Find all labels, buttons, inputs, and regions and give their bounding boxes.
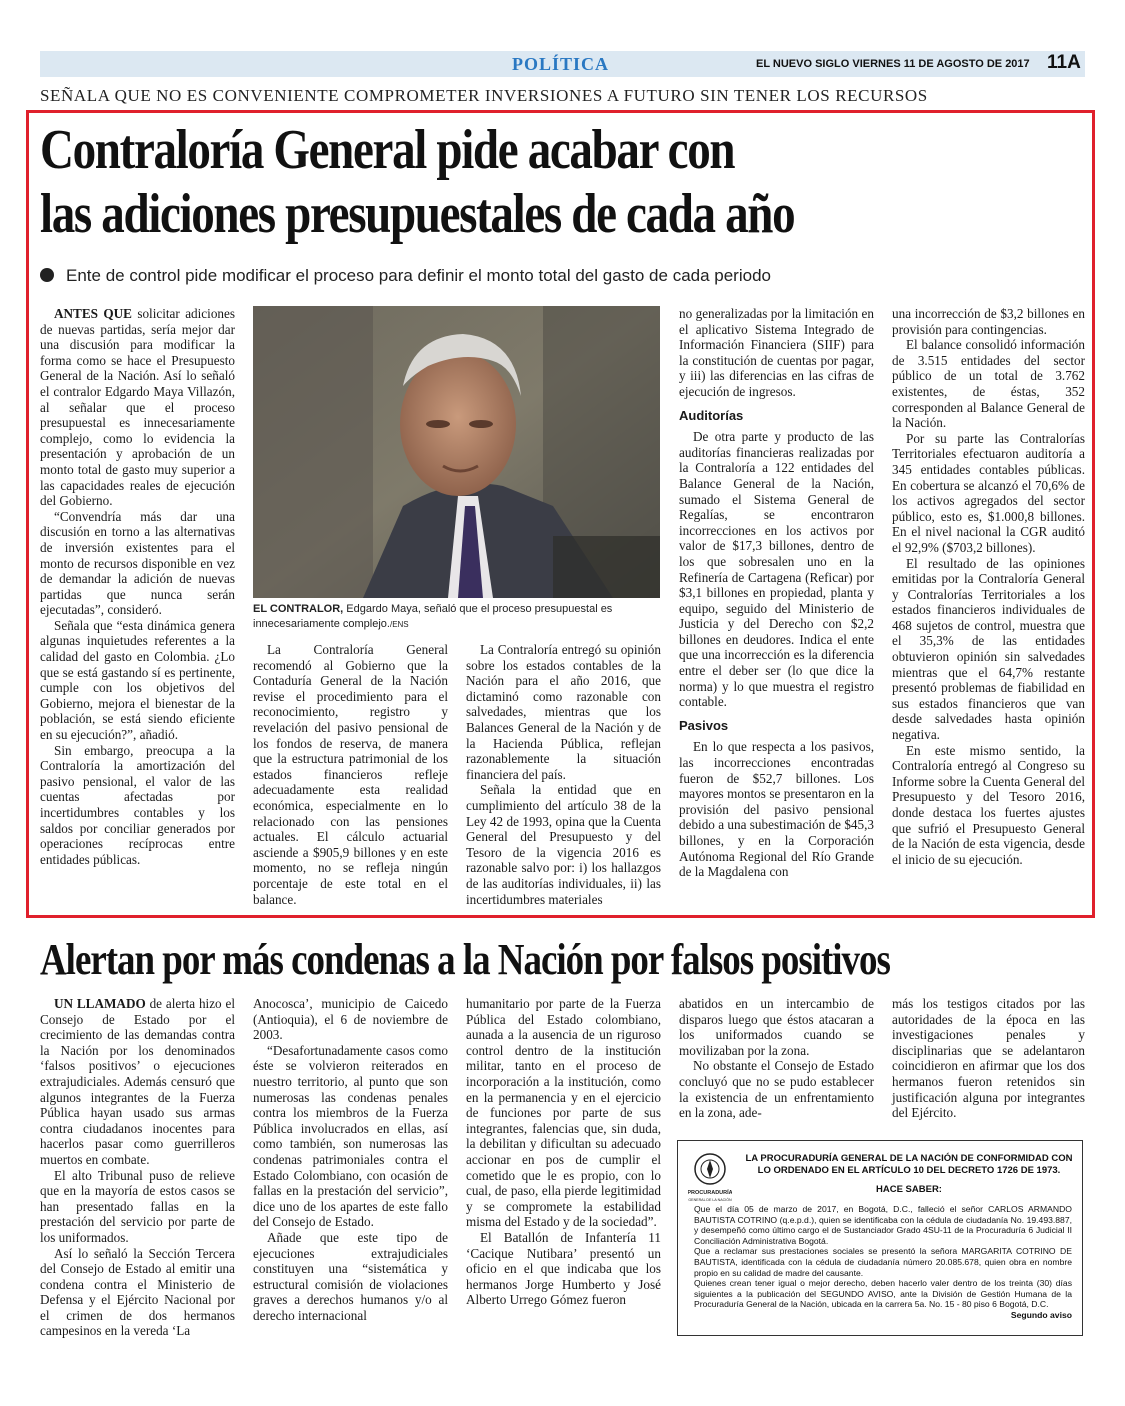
kicker: SEÑALA QUE NO ES CONVENIENTE COMPROMETER INVERSIONES A FUTURO SIN TENER LOS RECURSOS [40,86,928,105]
caption-credit: /ENS [389,620,409,629]
page-number: 11A [1047,52,1081,73]
paragraph: Señala la entidad que en cumplimiento del artículo 38 de la Ley 42 de 1993, opina que la Cuenta General del Presupuesto y del Tesoro de la vigencia 2016 es razonable salvo por: i) los hallazgos de las auditorías individuales, ii) las incertidumbres materiales [466,782,661,907]
article-subhead [40,266,771,286]
paragraph: una incorrección de $3,2 billones en provisión para contingencias. [892,306,1085,337]
paragraph: El alto Tribunal puso de relieve que en la mayoría de estos casos se han presentado fallas en la prestación del servicio por parte de los uniformados. [40,1167,235,1245]
paragraph: El balance consolidó información de 3.515 entidades del sector público de un total de 3.762 existentes, de éstas, 352 corresponden al Balance General de la Nación. [892,337,1085,431]
notice-signature: Segundo aviso [1010,1309,1072,1320]
paragraph: Sin embargo, preocupa a la Contraloría la amortización del pasivo pensional, el valor de las cuentas afectadas por incertidumbres contables y los saldos por conciliar generados por operaciones recíprocas entre entidades públicas. [40,742,235,867]
paragraph: La Contraloría entregó su opinión sobre los estados contables de la Nación para el año 2016, que dictaminó como razonable con salvedades, mientras que los Balances General de la Nación y de la Hacienda Pública, reflejan razonablemente la situación financiera del país. [466,642,661,782]
subheading: Pasivos [679,717,729,733]
article2-column-4 [679,996,874,1121]
paragraph: Por su parte las Contralorías Territoriales efectuaron auditoría a 345 entidades contables públicas. En cobertura se alcanzó el 70,6% de los activos agregados del sector público, esto es, $1.000,8 billones. En el nivel nacional la CGR auditó el 92,9% ($703,2 billones). [892,430,1085,555]
paragraph: De otra parte y producto de las auditorías financieras realizadas por la Contraloría a 122 entidades del Balance General de la Nación, sumado el Sistema General de Regalías, se encontraron incorrecciones en los activos por valor de $17,3 billones, dentro de los que sobresalen uno en la Refinería de Cartagena (Reficar) por $3,1 billones en propiedad, planta y equipo, seguido del Ministerio de Justicia y del Derecho con $2,2 billones en deudores. Indica el ente que una incorrección es la diferencia entre el deber ser (lo que dice la norma) y lo que muestra el registro contable. [679,429,874,710]
article1-column-5 [892,306,1085,867]
article2-column-2 [253,996,448,1323]
article2-column-5 [892,996,1085,1121]
article1-column-2 [253,642,448,907]
subheading: Auditorías [679,407,744,423]
notice-hace-saber: HACE SABER: [876,1184,942,1195]
photo-image [253,306,660,598]
paragraph: En este mismo sentido, la Contraloría entregó al Congreso su Informe sobre la Cuenta General del Presupuesto y del Tesoro 2016, donde destaca los fuertes ajustes que sufrió el Presupuesto General de la Nación de esta vigencia, desde el inicio de su ejecución. [892,742,1085,867]
caption-lead: EL CONTRALOR, [253,603,344,615]
legal-notice [677,1140,1083,1336]
paragraph: de alerta hizo el Consejo de Estado por el crecimiento de las demandas contra la Nación por los denominados ‘falsos positivos’ o ejecuciones extrajudiciales. Además censuró que algunos integrantes de la Fuerza Pública hayan usado sus armas contra ciudadanos inocentes para hacerlos pasar como guerrilleros muertos en combate. [40,996,235,1167]
contralor-photo [253,306,660,598]
notice-body [694,1204,1072,1321]
article1-column-1 [40,306,235,867]
paragraph: Señala que “esta dinámica genera algunas inquietudes referentes a la calidad del gasto en Colombia. ¿Lo que se está gastando sí es pertinente, cumple con los objetivos del Gobierno, mejora el bienestar de la población, se está siendo eficiente en su ejecución?”, añadió. [40,617,235,743]
paragraph: La Contraloría General recomendó al Gobierno que la Contaduría General de la Nación revise el procedimiento para el reconocimiento, registro y revelación del pasivo pensional de los fondos de reserva, de manera que la estructura patrimonial de los estados financieros refleje adecuadamente esta realidad económica, especialmente en lo relacionado con las pensiones actuales. El cálculo actuarial asciende a $905,9 billones y en este momento, no se refleja ningún porcentaje de este total en el balance. [253,642,448,907]
lead-in: UN LLAMADO [54,996,146,1011]
subhead-text: Ente de control pide modificar el proceso para definir el monto total del gasto de cada periodo [66,266,771,285]
bullet-icon [40,268,54,282]
notice-paragraph: Que el día 05 de marzo de 2017, en Bogotá, D.C., falleció el señor CARLOS ARMANDO BAUTISTA COTRINO (q.e.p.d.), quien se identificaba con la cédula de ciudadanía No. 19.493.887, y desempeñó como último cargo el de Sustanciador Grado 4SU-11 de la Procuraduría 6 Judicial II Conciliación Administrativa Bogotá. [694,1204,1072,1246]
seal-label: PROCURADURÍA [688,1190,732,1196]
paragraph: abatidos en un intercambio de disparos luego que éstos atacaran a los uniformados cuando se movilizaban por la zona. [679,996,874,1058]
photo-caption [253,602,663,632]
section-label: POLÍTICA [512,54,610,74]
seal-icon [688,1151,732,1203]
paper-date-line: EL NUEVO SIGLO VIERNES 11 DE AGOSTO DE 2017 [756,58,1030,70]
paragraph: El Batallón de Infantería 11 ‘Cacique Nutibara’ presentó un oficio en el que indicaba que los hermanos Jorge Humberto y José Alberto Urrego Gómez fueron [466,1229,661,1308]
seal-sub: GENERAL DE LA NACIÓN [688,1198,732,1202]
notice-paragraph: Quienes crean tener igual o mejor derecho, deben hacerlo valer dentro de los treinta (30) días siguientes a la publicación del SEGUNDO AVISO, ante la División de Gestión Humana de la Procuraduría General de la Nación, ubicada en la carrera 5a. No. 15 - 80 piso 6 Bogotá, D.C. [694,1278,1072,1310]
paragraph: no generalizadas por la limitación en el aplicativo Sistema Integrado de Información Financiera (SIIF) para la constitución de cuentas por pagar, y iii) las diferencias en las cifras de ejecución de ingresos. [679,306,874,399]
article2-column-1 [40,996,235,1339]
paragraph: Añade que este tipo de ejecuciones extrajudiciales constituyen una “sistemática y estructural comisión de violaciones graves a derechos humanos y/o al derecho internacional [253,1229,448,1323]
article2-headline: Alertan por más condenas a la Nación por falsos positivos [40,935,890,984]
paragraph: Anocosca’, municipio de Caicedo (Antioquia), el 6 de noviembre de 2003. [253,996,448,1043]
headline-line-1: Contraloría General pide acabar con [40,119,735,181]
procuraduria-seal [688,1151,732,1208]
article1-column-4 [679,306,874,880]
article2-column-3 [466,996,661,1308]
paragraph: Así lo señaló la Sección Tercera del Consejo de Estado al emitir una condena contra el Ministerio de Defensa y el Ejército Nacional por el crimen de dos hermanos campesinos en la vereda ‘La [40,1245,235,1339]
notice-title: LA PROCURADURÍA GENERAL DE LA NACIÓN DE CONFORMIDAD CON LO ORDENADO EN EL ARTÍCULO 10 DEL DECRETO 1726 DE 1973. [745,1153,1073,1176]
paragraph: más los testigos citados por las autoridades de la época en las investigaciones penales y disciplinarias que se adelantaron coincidieron en afirmar que los dos hermanos fueron retenidos sin justificación alguna por integrantes del Ejército. [892,996,1085,1121]
paragraph: solicitar adiciones de nuevas partidas, sería mejor dar una discusión para modificar la forma como se hace el Presupuesto General de la Nación. Así lo señaló el contralor Edgardo Maya Villazón, al señalar que el proceso presupuestal es innecesariamente complejo, como lo evidencia la presentación y aprobación de un monto total de gasto muy superior a las capacidades reales de ejecución del Gobierno. [40,306,235,509]
paragraph: El resultado de las opiniones emitidas por la Contraloría General y Contralorías Territoriales a los estados financieros individuales de 468 sujetos de control, muestra que el 35,3% de las entidades obtuvieron opinión sin salvedades mientras que el 64,7% restante presentó problemas de fiabilidad en sus estados financieros que van desde salvedades hasta opinión negativa. [892,555,1085,743]
notice-paragraph: Que a reclamar sus prestaciones sociales se presentó la señora MARGARITA COTRINO DE BAUTISTA, identificada con la cédula de ciudadanía número 20.085.678, quien obra en nombre propio en su calidad de madre del causante. [694,1246,1072,1278]
paragraph: humanitario por parte de la Fuerza Pública del Estado colombiano, aunada a la ausencia de un riguroso control dentro de la institución militar, tanto en el proceso de incorporación a la institución, como en la permanencia y en el ejercicio de funciones por parte de sus integrantes, falencias que, sin duda, la debilitan y dificultan su adecuado accionar en pos de cumplir el cometido que le es propio, con lo cual, de paso, ella pierde legitimidad y se compromete la estabilidad misma del Estado y de la sociedad”. [466,996,661,1230]
caption-text: Edgardo Maya, señaló que el proceso presupuestal es innecesariamente complejo. [253,603,613,630]
paragraph: “Desafortunadamente casos como éste se volvieron reiterados en nuestro territorio, al punto que son numerosas las condenas penales contra los miembros de la Fuerza Pública involucrados en ellas, así como también, son numerosas las condenas patrimoniales contra el Estado Colombiano, con ocasión de fallas en la prestación del servicio”, dice uno de los apartes de este fallo del Consejo de Estado. [253,1042,448,1230]
headline-line-2: las adiciones presupuestales de cada año [40,183,795,245]
paragraph: En lo que respecta a los pasivos, las incorrecciones encontradas fueron de $52,7 billones. Los mayores montos se presentaron en la provisión del pasivo pensional debido a una subestimación de $45,3 billones, y en la Corporación Autónoma Regional del Río Grande de la Magdalena con [679,739,874,880]
article1-column-3 [466,642,661,907]
paragraph: “Convendría más dar una discusión en torno a las alternativas de inversión existentes para el monto de recursos disponible en vez de demandar la adición de nuevas partidas que nunca serán ejecutadas”, consideró. [40,508,235,618]
article-headline [40,118,914,246]
lead-in: ANTES QUE [54,306,132,321]
paragraph: No obstante el Consejo de Estado concluyó que no se pudo establecer la existencia de un enfrentamiento en la zona, ade- [679,1058,874,1121]
